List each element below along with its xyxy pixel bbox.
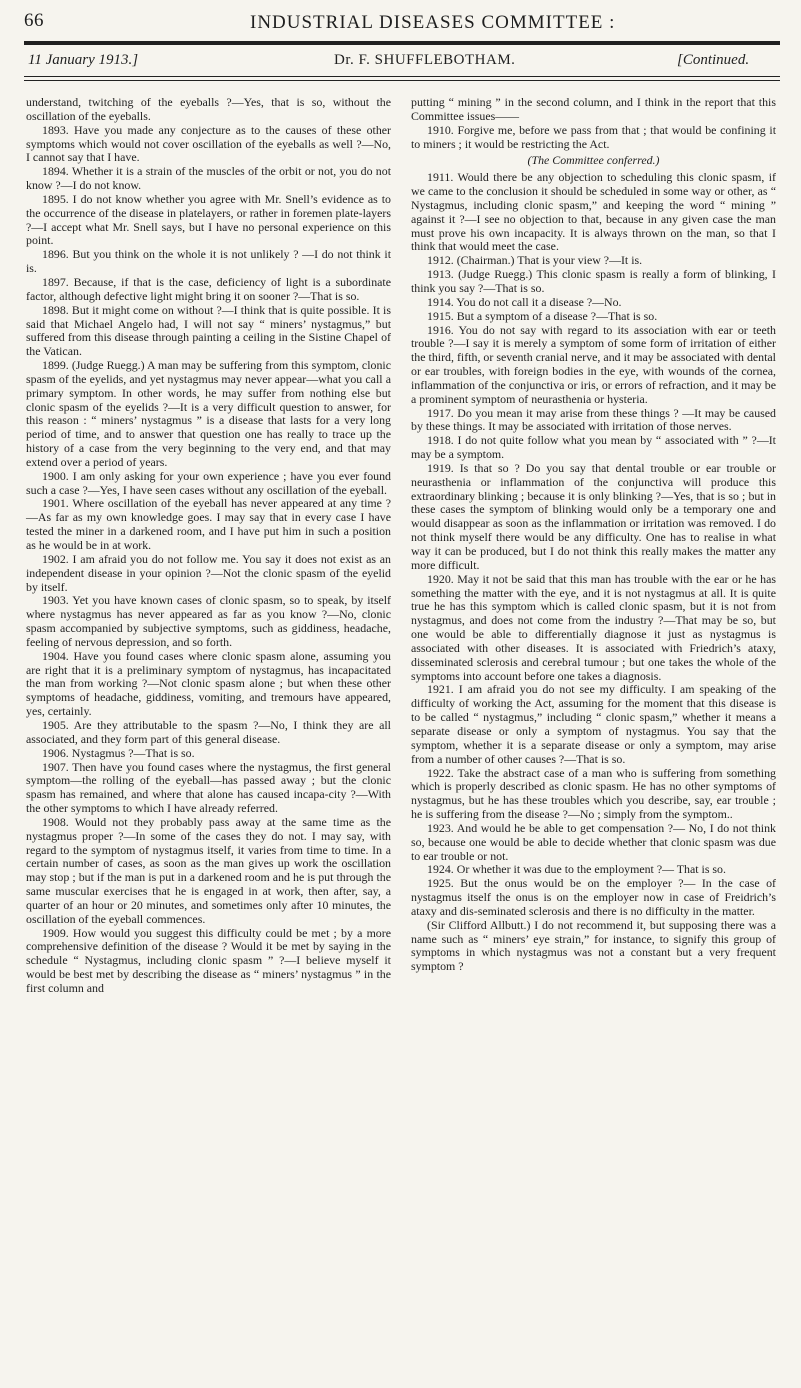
paragraph: 1925. But the onus would be on the employer ?— In the case of nystagmus itself the onus is on the employer now in case of Freidrich’s ataxy and dis-seminated sclerosis and there is no difficulty in the matter. [411, 876, 776, 918]
paragraph: understand, twitching of the eyeballs ?—Yes, that is so, without the oscillation of the eyeballs. [26, 95, 391, 123]
paragraph: 1903. Yet you have known cases of clonic spasm, so to speak, by itself where nystagmus has never appeared as far as you know ?—No, clonic spasm accompanied by subjective symptoms, such as giddiness, headache, feeling of nervous depression, and so forth. [26, 593, 391, 649]
paragraph: 1906. Nystagmus ?—That is so. [42, 745, 195, 760]
subheader [0, 50, 801, 74]
paragraph: 1922. Take the abstract case of a man who is suffering from something which is properly described as clonic spasm. He has no other symptoms of nystagmus, but he has these troubles which you describe, say, ear trouble ; he is suffering from the disease ?—No ; simply from the symptom.. [411, 765, 776, 822]
paragraph: 1920. May it not be said that this man has trouble with the ear or he has something the matter with the eye, and it is not nystagmus at all. It is quite true he has this symptom which is called clonic spasm, but it is not from nystagmus, and does not come from the industry ?—That may be so, but one would be able to differentially diagnose it just as nystagmus is associated with other diseases. It is associated with Friedrich’s ataxy, disseminated sclerosis and cerebral tumour ; but one takes the whole of the symptoms into account before one takes a diagnosis. [411, 571, 776, 683]
paragraph: (Sir Clifford Allbutt.) I do not recommend it, but supposing there was a name such as “ miners’ eye strain,” for instance, to signify this group of symptoms in which nystagmus was not a constant but a very frequent symptom ? [411, 917, 776, 974]
session-date: 11 January 1913.] [28, 52, 139, 68]
paragraph: 1893. Have you made any conjecture as to the causes of these other symptoms which would not cover oscillation of the eyeballs as well ?—No, I cannot say that I have. [26, 122, 391, 165]
paragraph: 1916. You do not say with regard to its association with ear or teeth trouble ?—I say it is merely a symptom of some form of irritation of either the third, fifth, or seventh cranial nerve, and it may be associated with dental or ear troubles, with foreign bodies in the eye, with wounds of the cornea, inflammation of the conjunctiva or iris, or errors of refraction, and it may be a prominent symptom of neurasthenia or hysteria. [411, 322, 776, 406]
page-number: 66 [24, 10, 44, 31]
paragraph: 1913. (Judge Ruegg.) This clonic spasm is really a form of blinking, I think you say ?—That is so. [411, 267, 776, 295]
paragraph: 1898. But it might come on without ?—I think that is quite possible. It is said that Michael Angelo had, I will not say “ miners’ nystagmus,” but suffered from this disease through painting a ceiling in the Sistine Chapel of the Vatican. [26, 302, 391, 359]
paragraph: 1901. Where oscillation of the eyeball has never appeared at any time ?—As far as my own knowledge goes. I may say that in every case I have tested the miner in a darkened room, and I have put him in such a position as he would be in at work. [26, 496, 391, 552]
paragraph: 1904. Have you found cases where clonic spasm alone, assuming you are right that it is a preliminary symptom of nystagmus, has incapacitated the man from working ?—Not clonic spasm alone ; but when these other symptoms of headache, giddiness, vomiting, and tremours have appeared, yes, certainly. [26, 648, 391, 719]
subheader-rule-top [24, 76, 780, 77]
paragraph: 1909. How would you suggest this difficulty could be met ; by a more comprehensive definition of the disease ? Would it be met by saying in the schedule “ Nystagmus, including clonic spasm ” ?—I believe myself it would be best met by describing the disease as “ miners’ nystagmus ” in the first column and [26, 925, 391, 995]
left-column [26, 96, 391, 996]
paragraph: 1902. I am afraid you do not follow me. You say it does not exist as an independent disease in your opinion ?—Not the clonic spasm of the eyelid by itself. [26, 551, 391, 594]
paragraph: 1921. I am afraid you do not see my difficulty. I am speaking of the difficulty of working the Act, assuming for the moment that this disease is to be called “ nystagmus,” including “ clonic spasm,” whether it means a separate disease or only a symptom of nystagmus. You say that the symptom, whether it is a separate disease or only a symptom, may arise from a number of other causes ?—That is so. [411, 682, 776, 766]
paragraph: 1896. But you think on the whole it is not unlikely ? —I do not think it is. [26, 247, 391, 276]
right-column [411, 96, 776, 974]
paragraph: 1919. Is that so ? Do you say that dental trouble or ear trouble or neurasthenia or inflammation of the conjunctiva will produce this extraordinary blinking ; because it is only blinking ?—Yes, that is so ; but in these cases the symptom of blinking would only be a temporary one and would disappear as soon as the inflammation or irritation was removed. I do not think myself there would be any difficulty. One has to realise in what way it can be produced, but I do not think this really makes the matter any more difficult. [411, 460, 776, 572]
paragraph: 1914. You do not call it a disease ?—No. [427, 294, 622, 309]
paragraph: 1900. I am only asking for your own experience ; have you ever found such a case ?—Yes, I have seen cases without any oscillation of the eyeball. [26, 468, 391, 497]
paragraph: 1897. Because, if that is the case, deficiency of light is a subordinate factor, although defective light might bring it on sooner ?—That is so. [26, 274, 391, 303]
witness-name: Dr. F. SHUFFLEBOTHAM. [334, 52, 516, 68]
paragraph: 1905. Are they attributable to the spasm ?—No, I think they are all associated, and they form part of this general disease. [26, 717, 391, 746]
continued-label: [Continued. [677, 52, 750, 68]
running-title: INDUSTRIAL DISEASES COMMITTEE : [250, 12, 616, 33]
header-rule [24, 41, 780, 45]
paragraph: 1911. Would there be any objection to scheduling this clonic spasm, if we came to the conclusion it should be scheduled in some way or other, as “ Nystagmus, including clonic spasm,” and keeping the word “ mining ” against it ?—I see no objection to that, because in any given case the man must prove his own incapacity. It is always thrown on the man, so that I think that would meet the case. [411, 170, 776, 254]
paragraph: 1894. Whether it is a strain of the muscles of the orbit or not, you do not know ?—I do not know. [26, 164, 391, 193]
stage-direction: (The Committee conferred.) [527, 153, 660, 168]
paragraph: 1917. Do you mean it may arise from these things ? —It may be caused by these things. It may be associated with irritation of those nerves. [411, 405, 776, 434]
running-header [0, 4, 801, 38]
subheader-rule-bottom [24, 80, 780, 81]
paragraph: 1895. I do not know whether you agree with Mr. Snell’s evidence as to the occurrence of the disease in platelayers, or rather in foremen plate-layers ?—I accept what Mr. Snell says, but I have no personal experience on this point. [26, 191, 391, 248]
paragraph: 1923. And would he be able to get compensation ?— No, I do not think so, because one would be able to decide whether that clonic spasm was due to ear trouble or not. [411, 820, 776, 863]
paragraph: 1924. Or whether it was due to the employment ?— That is so. [427, 862, 726, 877]
paragraph: 1915. But a symptom of a disease ?—That is so. [427, 308, 658, 323]
paragraph: 1908. Would not they probably pass away at the same time as the nystagmus proper ?—In some of the cases they do not. I may say, with regard to the symptom of nystagmus itself, it varies from time to time. In a certain number of cases, as soon as the man gives up work the oscillation may stop ; but if the man is put in a darkened room and he is put through the same muscular exercises that he is engaged in at work, then after, say, a quarter of an hour or 20 minutes, and sometimes only after 10 minutes, the oscillation of the eyeball commences. [26, 814, 391, 926]
paragraph: 1912. (Chairman.) That is your view ?—It is. [427, 253, 643, 268]
paragraph: 1899. (Judge Ruegg.) A man may be suffering from this symptom, clonic spasm of the eyelids, and yet nystagmus may never appear—what you call a primary symptom. In other words, he may suffer from nothing else but clonic spasm of the eyelids ?—It is a very difficult question to answer, for this reason : “ miners’ nystagmus ” is a disease that lasts for a very long period of time, and to answer that question one has really to trace up the history of a case from the very beginning to the very end, and that may extend over a period of years. [26, 358, 391, 469]
paragraph: 1910. Forgive me, before we pass from that ; that would be confining it to miners ; it would be restricting the Act. [411, 122, 776, 151]
paragraph: 1918. I do not quite follow what you mean by “ associated with ” ?—It may be a symptom. [411, 433, 776, 462]
paragraph: 1907. Then have you found cases where the nystagmus, the first general symptom—the rolling of the eyeball—has passed away ; but the clonic spasm has remained, and where that alone has caused incapa-city ?—With the other symptoms to which I have already referred. [26, 759, 391, 816]
paragraph: putting “ mining ” in the second column, and I think in the report that this Committee issues—— [411, 95, 776, 123]
